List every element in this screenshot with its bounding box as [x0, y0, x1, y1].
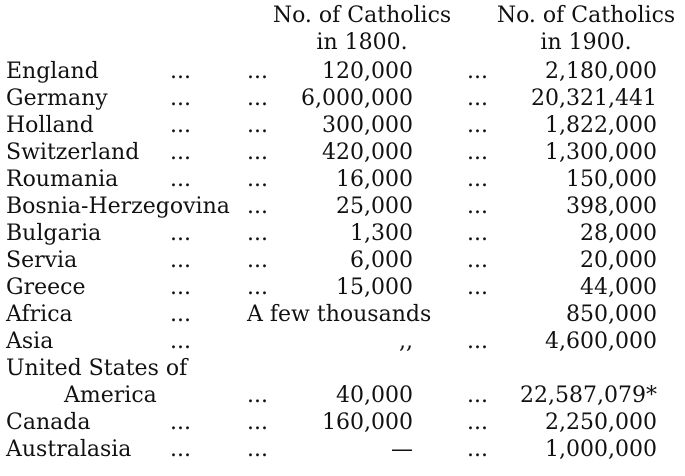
header-1800-line2: in 1800.: [316, 30, 408, 55]
leader-dots: ...: [467, 194, 488, 219]
table-row: [6, 58, 685, 85]
leader-dots: ...: [467, 59, 488, 84]
table-row: [6, 112, 685, 139]
table-row: [6, 355, 685, 382]
leader-dots: ...: [467, 437, 488, 462]
country-name: England: [6, 59, 99, 84]
value-1800: 6,000,000: [301, 86, 413, 111]
value-1800: 16,000: [336, 167, 413, 192]
country-name: Asia: [6, 329, 54, 354]
leader-dots: ...: [467, 167, 488, 192]
leader-dots: ...: [247, 410, 268, 435]
value-note: A few thousands: [247, 302, 432, 327]
table-row: [6, 382, 685, 409]
leader-dots: ...: [467, 275, 488, 300]
value-1900: 1,300,000: [545, 140, 657, 165]
value-1900: 850,000: [566, 302, 657, 327]
value-1900: 22,587,079*: [520, 383, 657, 408]
leader-dots: ...: [170, 140, 191, 165]
country-name: Africa: [6, 302, 73, 327]
leader-dots: ...: [247, 167, 268, 192]
value-1900: 4,600,000: [545, 329, 657, 354]
country-name-continued: America: [64, 383, 157, 408]
value-1800: 15,000: [336, 275, 413, 300]
header-1900-line2: in 1900.: [540, 30, 632, 55]
value-1900: 2,250,000: [545, 410, 657, 435]
leader-dots: ...: [170, 86, 191, 111]
value-1900: 20,321,441: [531, 86, 657, 111]
leader-dots: ...: [247, 221, 268, 246]
table-row: [6, 409, 685, 436]
country-name: Bosnia-Herzegovina: [6, 194, 230, 219]
table-row: [6, 220, 685, 247]
leader-dots: ...: [247, 437, 268, 462]
value-1800: 300,000: [322, 113, 413, 138]
leader-dots: ...: [467, 410, 488, 435]
country-name: Australasia: [6, 437, 132, 462]
leader-dots: ...: [467, 383, 488, 408]
value-1800: 160,000: [322, 410, 413, 435]
leader-dots: ...: [170, 248, 191, 273]
table-row: [6, 85, 685, 112]
value-1800: 420,000: [322, 140, 413, 165]
table-row: [6, 301, 685, 328]
leader-dots: ...: [247, 248, 268, 273]
value-1900: 150,000: [566, 167, 657, 192]
value-1900: 2,180,000: [545, 59, 657, 84]
leader-dots: ...: [170, 302, 191, 327]
value-1900: 398,000: [566, 194, 657, 219]
header-1900: [486, 2, 685, 56]
value-1800: —: [391, 437, 413, 462]
country-name: Bulgaria: [6, 221, 102, 246]
leader-dots: ...: [247, 86, 268, 111]
value-1900: 1,000,000: [545, 437, 657, 462]
leader-dots: ...: [170, 410, 191, 435]
leader-dots: ...: [170, 113, 191, 138]
value-1800: 40,000: [336, 383, 413, 408]
value-1900: 1,822,000: [545, 113, 657, 138]
value-1900: 44,000: [580, 275, 657, 300]
leader-dots: ...: [170, 167, 191, 192]
leader-dots: ...: [467, 221, 488, 246]
leader-dots: ...: [247, 140, 268, 165]
table-row: [6, 166, 685, 193]
leader-dots: ...: [247, 275, 268, 300]
country-name: Greece: [6, 275, 86, 300]
leader-dots: ...: [247, 194, 268, 219]
leader-dots: ...: [170, 59, 191, 84]
header-1800-line1: No. of Catholics: [272, 3, 452, 28]
table-row: [6, 247, 685, 274]
header-1800: [262, 2, 462, 56]
leader-dots: ...: [170, 275, 191, 300]
table-row: [6, 139, 685, 166]
header-1900-line1: No. of Catholics: [496, 3, 676, 28]
value-1900: 20,000: [580, 248, 657, 273]
value-1900: 28,000: [580, 221, 657, 246]
table-row: [6, 328, 685, 355]
leader-dots: ...: [467, 86, 488, 111]
value-1800: ,,: [399, 329, 413, 354]
leader-dots: ...: [170, 221, 191, 246]
leader-dots: ...: [247, 113, 268, 138]
country-name: Canada: [6, 410, 91, 435]
table-row: [6, 436, 685, 463]
country-name: Holland: [6, 113, 94, 138]
value-1800: 1,300: [350, 221, 413, 246]
country-name: Switzerland: [6, 140, 140, 165]
country-name: Servia: [6, 248, 78, 273]
value-1800: 6,000: [350, 248, 413, 273]
leader-dots: ...: [170, 437, 191, 462]
leader-dots: ...: [170, 329, 191, 354]
leader-dots: ...: [467, 140, 488, 165]
leader-dots: ...: [247, 59, 268, 84]
leader-dots: ...: [247, 383, 268, 408]
table-body: [6, 58, 685, 463]
country-name: Roumania: [6, 167, 119, 192]
value-1800: 25,000: [336, 194, 413, 219]
value-1800: 120,000: [322, 59, 413, 84]
country-name: United States of: [6, 356, 188, 381]
leader-dots: ...: [467, 248, 488, 273]
table-row: [6, 274, 685, 301]
leader-dots: ...: [467, 113, 488, 138]
country-name: Germany: [6, 86, 108, 111]
table-row: [6, 193, 685, 220]
leader-dots: ...: [467, 329, 488, 354]
